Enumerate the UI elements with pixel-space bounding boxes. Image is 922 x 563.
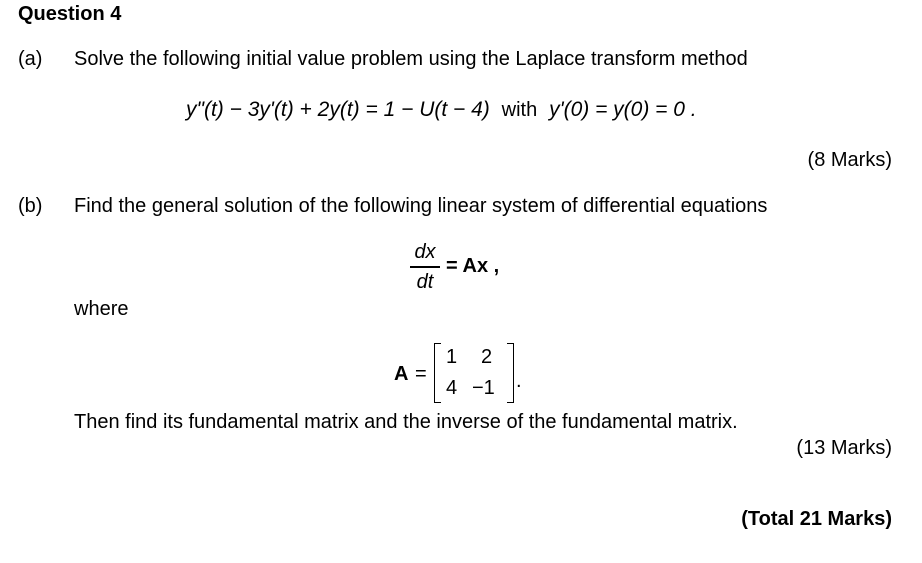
question-title: Question 4 <box>18 3 122 25</box>
part-b-followup: Then find its fundamental matrix and the inverse of the fundamental matrix. <box>74 411 738 433</box>
matrix-name: A <box>394 363 409 385</box>
matrix-cell-1-2: 2 <box>481 346 493 368</box>
part-b-label: (b) <box>18 195 43 217</box>
matrix-tail: . <box>516 370 522 392</box>
derivative-fraction <box>410 240 440 294</box>
part-b-marks: (13 Marks) <box>796 437 892 459</box>
initial-conditions: y'(0) = y(0) = 0 . <box>549 98 697 121</box>
matrix-cell-1-1: 1 <box>446 346 458 368</box>
part-a-equation <box>186 98 697 122</box>
part-a-marks: (8 Marks) <box>807 149 892 171</box>
matrix-a <box>434 343 514 403</box>
where-word: where <box>74 298 129 320</box>
matrix-left-bracket <box>434 343 441 403</box>
fraction-denominator: dt <box>416 270 434 293</box>
part-a-text: Solve the following initial value problem using the Laplace transform method <box>74 48 748 70</box>
matrix-equals: = <box>415 363 427 385</box>
matrix-cell-2-2: −1 <box>472 377 495 399</box>
part-a-label: (a) <box>18 48 43 70</box>
matrix-right-bracket <box>507 343 514 403</box>
fraction-numerator: dx <box>414 241 436 263</box>
fraction-bar <box>410 266 440 268</box>
total-marks: (Total 21 Marks) <box>741 508 892 530</box>
system-rhs: = Ax , <box>446 255 500 277</box>
matrix-cell-2-1: 4 <box>446 377 458 399</box>
ivp-equation: y"(t) − 3y'(t) + 2y(t) = 1 − U(t − 4) <box>186 98 490 121</box>
part-b-text: Find the general solution of the following linear system of differential equations <box>74 195 768 217</box>
with-word: with <box>501 99 538 121</box>
